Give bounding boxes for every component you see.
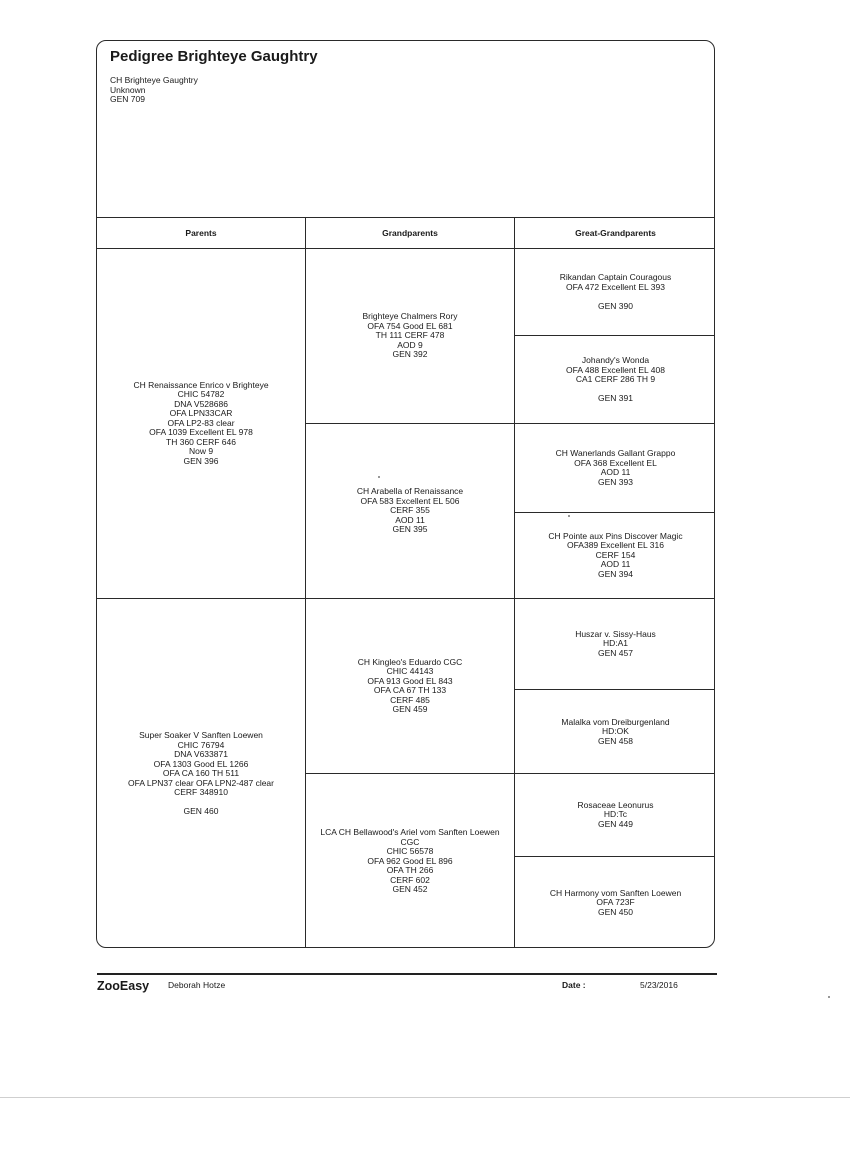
pedigree-line: CGC	[400, 836, 420, 847]
pedigree-line: GEN 390	[598, 300, 633, 311]
great-grandparent-text-4	[548, 532, 682, 580]
pedigree-line: LCA CH Bellawood's Ariel vom Sanften Loewen	[320, 827, 500, 838]
pedigree-line: CERF 485	[390, 694, 430, 705]
great-grandparent-text-7	[577, 801, 653, 830]
great-grandparents-column-header: Great-Grandparents	[575, 228, 656, 238]
pedigree-line: OFA CA 160 TH 511	[162, 768, 240, 779]
pedigree-line: GEN 457	[598, 647, 633, 658]
grandparent-cell-4	[306, 774, 514, 948]
pedigree-line: OFA 583 Excellent EL 506	[360, 495, 460, 506]
pedigree-line: DNA V528686	[174, 398, 228, 409]
pedigree-line: OFA 962 Good EL 896	[367, 855, 453, 866]
pedigree-line: OFA LPN37 clear OFA LPN2-487 clear	[128, 777, 274, 788]
pedigree-line: GEN 452	[392, 884, 428, 895]
pedigree-line: Malalka vom Dreiburgenland	[561, 716, 670, 727]
pedigree-line: OFA 754 Good EL 681	[367, 320, 453, 331]
pedigree-line: GEN 460	[183, 806, 219, 817]
pedigree-line: Johandy's Wonda	[581, 355, 650, 366]
pedigree-line: HD:Tc	[603, 809, 628, 820]
pedigree-line: Rosaceae Leonurus	[577, 799, 654, 810]
subject-status: Unknown	[110, 84, 146, 95]
pedigree-line: Huszar v. Sissy-Haus	[575, 628, 656, 639]
owner-name: Deborah Hotze	[168, 980, 226, 990]
pedigree-line: GEN 396	[183, 455, 219, 466]
pedigree-line: TH 360 CERF 646	[166, 436, 236, 447]
date-value: 5/23/2016	[640, 980, 678, 990]
pedigree-line: DNA V633871	[174, 749, 228, 760]
pedigree-line: OFA TH 266	[386, 865, 434, 876]
pedigree-line: GEN 458	[598, 735, 633, 746]
parent-sire-cell	[97, 249, 305, 598]
great-grandparent-cell-8	[515, 857, 715, 948]
subject-name: CH Brighteye Gaughtry	[110, 75, 198, 85]
pedigree-frame	[96, 40, 715, 948]
pedigree-line: GEN 450	[598, 906, 633, 917]
pedigree-line: GEN 392	[392, 349, 428, 360]
pedigree-line: CH Pointe aux Pins Discover Magic	[548, 530, 683, 541]
grandparent-text-4	[320, 828, 499, 895]
great-grandparent-cell-6	[515, 690, 715, 774]
great-grandparent-text-8	[550, 889, 681, 918]
pedigree-line: HD:OK	[602, 726, 629, 737]
subject-info	[110, 76, 198, 105]
scan-speck	[828, 996, 830, 998]
pedigree-line: CH Wanerlands Gallant Grappo	[555, 448, 676, 458]
grandparent-cell-2	[306, 424, 514, 598]
pedigree-line: OFA 913 Good EL 843	[367, 675, 453, 686]
pedigree-line: Super Soaker V Sanften Loewen	[139, 730, 263, 741]
pedigree-line: TH 111 CERF 478	[375, 330, 445, 341]
date-label: Date :	[562, 980, 586, 990]
pedigree-line: CHIC 76794	[177, 739, 225, 750]
parents-column-header: Parents	[185, 228, 217, 238]
pedigree-line: GEN 391	[598, 393, 633, 404]
pedigree-line: CERF 355	[390, 505, 430, 516]
pedigree-line: OFA LP2-83 clear	[167, 417, 235, 428]
pedigree-line: CH Harmony vom Sanften Loewen	[549, 887, 682, 898]
pedigree-line: OFA 488 Excellent EL 408	[566, 364, 665, 375]
pedigree-line: Brighteye Chalmers Rory	[362, 311, 458, 322]
pedigree-line: AOD 11	[395, 514, 425, 525]
pedigree-line: OFA 1039 Excellent EL 978	[149, 427, 253, 438]
footer-rule	[97, 973, 717, 975]
pedigree-line: CHIC 44143	[386, 666, 434, 676]
pedigree-line: OFA 723F	[596, 897, 635, 908]
pedigree-line: GEN 395	[392, 524, 428, 535]
great-grandparent-cell-2	[515, 336, 715, 424]
pedigree-line: CHIC 54782	[177, 389, 225, 400]
pedigree-line: GEN 393	[598, 476, 633, 487]
page-title: Pedigree Brighteye Gaughtry	[110, 48, 318, 65]
great-grandparent-cell-7	[515, 774, 715, 856]
pedigree-line: CH Arabella of Renaissance	[356, 486, 464, 497]
brand-logo: ZooEasy	[97, 979, 150, 993]
parent-dam-text	[128, 731, 274, 817]
pedigree-line: OFA 368 Excellent EL	[574, 457, 657, 468]
pedigree-line: GEN 449	[598, 818, 633, 829]
pedigree-line: OFA389 Excellent EL 316	[566, 540, 664, 551]
pedigree-line: CA1 CERF 286 TH 9	[575, 374, 656, 385]
great-grandparent-text-1	[560, 273, 672, 311]
great-grandparent-cell-3	[515, 424, 715, 512]
pedigree-line: GEN 394	[598, 568, 633, 579]
pedigree-line: CERF 154	[595, 549, 636, 560]
pedigree-line: CERF 602	[390, 874, 430, 885]
great-grandparent-text-5	[575, 630, 656, 659]
parent-dam-cell	[97, 599, 305, 948]
scan-speck	[568, 515, 570, 517]
pedigree-line: GEN 459	[392, 704, 428, 714]
scan-speck	[378, 476, 380, 478]
scan-edge	[0, 1097, 850, 1098]
pedigree-line: AOD 9	[397, 339, 423, 350]
pedigree-line: CH Kingleo's Eduardo CGC	[357, 656, 463, 667]
great-grandparent-cell-1	[515, 249, 715, 335]
pedigree-line: HD:A1	[602, 638, 629, 649]
pedigree-line: OFA 472 Excellent EL 393	[566, 281, 665, 292]
pedigree-line: AOD 11	[600, 467, 631, 477]
pedigree-line: CHIC 56578	[386, 846, 434, 857]
great-grandparent-cell-5	[515, 599, 715, 689]
grandparent-cell-3	[306, 599, 514, 773]
grandparent-cell-1	[306, 249, 514, 423]
pedigree-line: OFA CA 67 TH 133	[373, 685, 447, 695]
grandparent-text-1	[363, 312, 458, 360]
great-grandparent-text-3	[556, 449, 676, 487]
subject-gen: GEN 709	[110, 94, 145, 104]
pedigree-line: CH Renaissance Enrico v Brighteye	[133, 379, 269, 390]
pedigree-line: AOD 11	[600, 559, 631, 570]
pedigree-line: CERF 348910	[174, 787, 228, 798]
parent-sire-text	[133, 381, 268, 467]
grandparent-text-3	[358, 658, 463, 715]
pedigree-line: Rikandan Captain Couragous	[559, 272, 672, 282]
grandparents-column-header: Grandparents	[382, 228, 438, 238]
pedigree-line: OFA 1303 Good EL 1266	[153, 758, 249, 769]
great-grandparent-text-6	[561, 718, 669, 747]
grandparent-text-2	[357, 487, 463, 535]
pedigree-line: Now 9	[188, 446, 214, 457]
great-grandparent-cell-4	[515, 513, 715, 598]
pedigree-line: OFA LPN33CAR	[169, 408, 233, 419]
great-grandparent-text-2	[566, 356, 665, 404]
